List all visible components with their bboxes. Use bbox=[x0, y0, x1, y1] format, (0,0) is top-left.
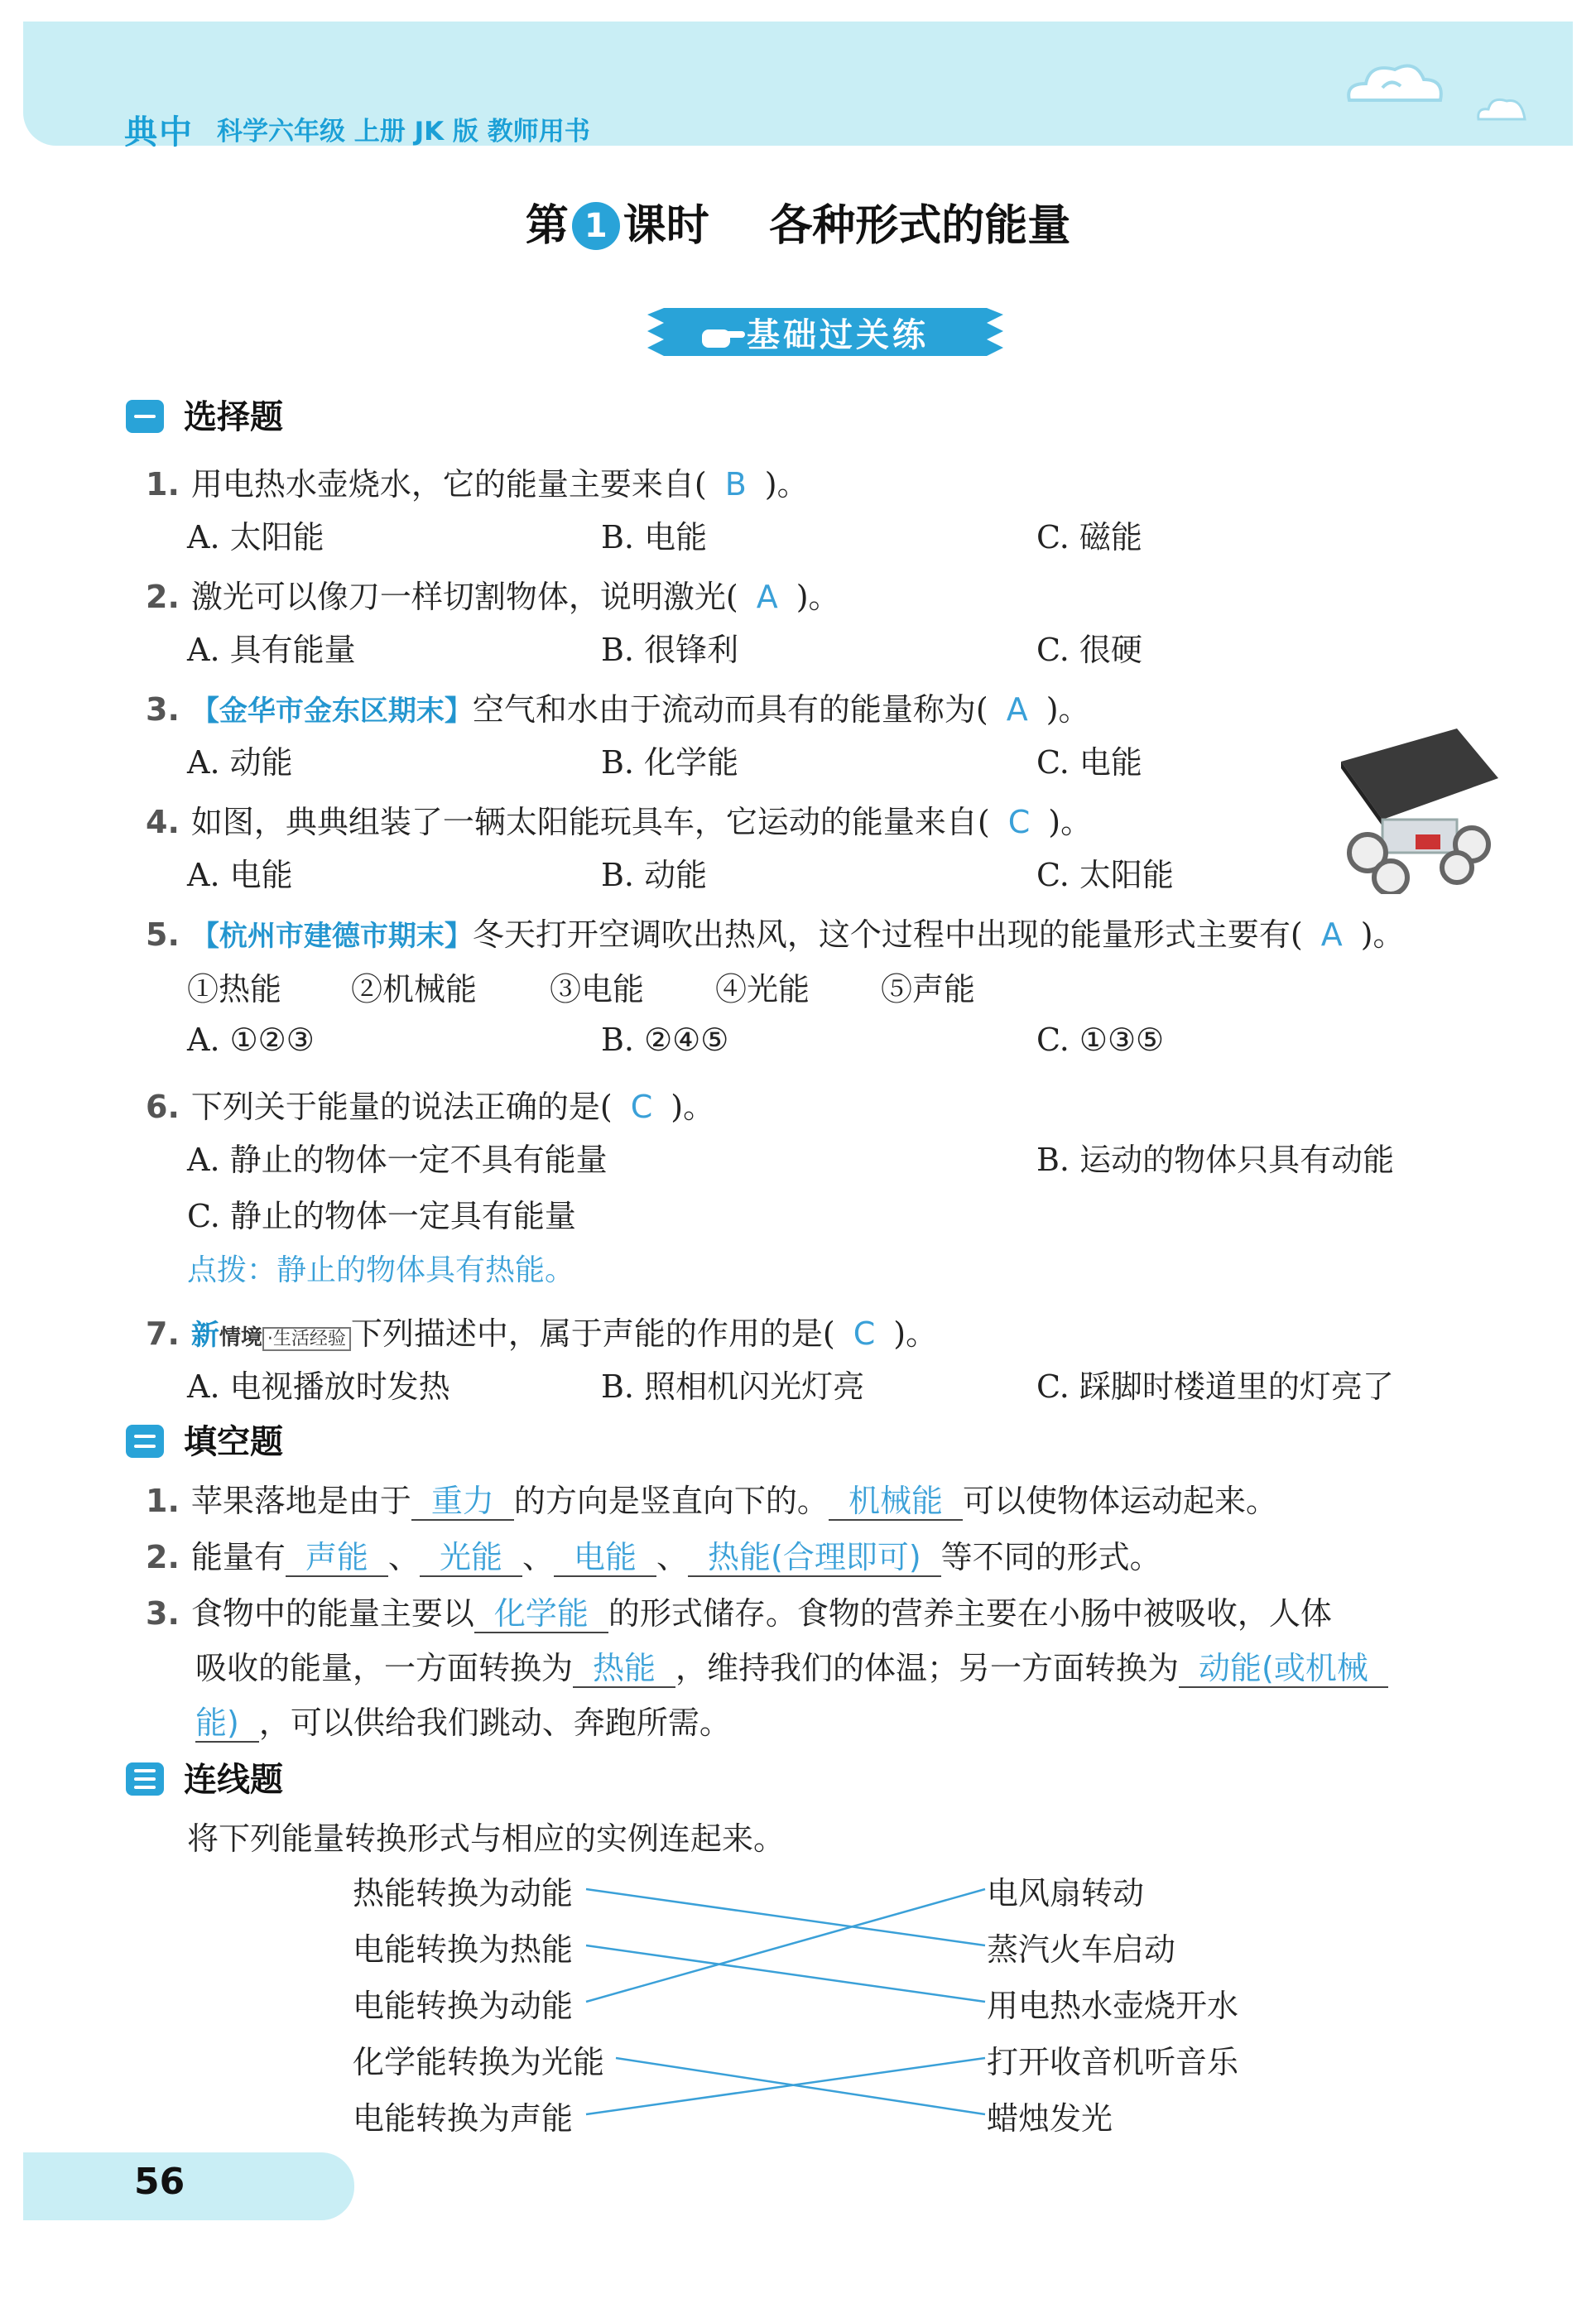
context-tag: 新情境 ·生活经验 bbox=[191, 1319, 351, 1352]
match-right-item: 用电热水壶烧开水 bbox=[987, 1988, 1239, 2024]
match-right-item: 蜡烛发光 bbox=[987, 2100, 1113, 2137]
energy-item: ①热能 bbox=[187, 971, 282, 1007]
option: B. 很锋利 bbox=[601, 632, 739, 668]
answer-blank: 声能 bbox=[286, 1539, 388, 1577]
answer: A bbox=[1320, 916, 1343, 953]
match-left-item: 电能转换为声能 bbox=[353, 2100, 574, 2137]
answer: C bbox=[630, 1089, 653, 1125]
source-tag: 【杭州市建德市期末】 bbox=[190, 920, 473, 953]
energy-item: ③电能 bbox=[550, 971, 645, 1007]
option: B. 动能 bbox=[601, 857, 708, 893]
answer: A bbox=[1006, 691, 1028, 728]
answer-blank: 动能(或机械 bbox=[1179, 1650, 1388, 1688]
choice-q1: 1. 用电热水壶烧水，它的能量主要来自( B )。 bbox=[146, 466, 809, 503]
book-info: 科学六年级 上册 JK 版 教师用书 bbox=[217, 117, 590, 147]
option: C. 静止的物体一定具有能量 bbox=[187, 1198, 576, 1234]
match-right-item: 电风扇转动 bbox=[987, 1875, 1145, 1911]
option: A. ①②③ bbox=[187, 1022, 315, 1058]
answer: A bbox=[756, 579, 778, 615]
answer-blank: 光能 bbox=[420, 1539, 522, 1577]
match-left-item: 电能转换为热能 bbox=[353, 1931, 574, 1968]
page-number: 56 bbox=[134, 2161, 185, 2203]
lesson-number: 1 bbox=[572, 202, 620, 250]
option: A. 电能 bbox=[187, 857, 293, 893]
choice-q3: 3. 【金华市金东区期末】空气和水由于流动而具有的能量称为( A )。 bbox=[146, 691, 1090, 728]
answer-blank: 化学能 bbox=[474, 1595, 608, 1633]
match-instruction: 将下列能量转换形式与相应的实例连起来。 bbox=[187, 1820, 786, 1857]
fill-q2: 2. 能量有 声能 、 光能 、 电能 、 热能(合理即可) 等不同的形式。 bbox=[146, 1539, 1161, 1575]
choice-q5: 5. 【杭州市建德市期末】冬天打开空调吹出热风，这个过程中出现的能量形式主要有( A )。 bbox=[146, 916, 1405, 953]
option: B. 化学能 bbox=[601, 744, 739, 781]
brand-logo: 典中 bbox=[124, 113, 194, 151]
energy-item: ④光能 bbox=[715, 971, 810, 1007]
energy-item: ②机械能 bbox=[351, 971, 478, 1007]
answer-blank: 热能(合理即可) bbox=[688, 1539, 941, 1577]
option: C. ①③⑤ bbox=[1036, 1022, 1165, 1058]
match-left-item: 化学能转换为光能 bbox=[353, 2044, 605, 2080]
energy-item: ⑤声能 bbox=[881, 971, 976, 1007]
hint-note: 点拨：静止的物体具有热能。 bbox=[187, 1253, 575, 1287]
option: A. 电视播放时发热 bbox=[187, 1368, 450, 1405]
choice-q4: 4. 如图，典典组装了一辆太阳能玩具车，它运动的能量来自( C )。 bbox=[146, 804, 1093, 840]
answer: B bbox=[724, 466, 747, 503]
option: B. 运动的物体只具有动能 bbox=[1036, 1142, 1395, 1178]
option: B. 电能 bbox=[601, 519, 708, 555]
section-choice-heading: 选择题 bbox=[126, 391, 283, 438]
match-line bbox=[586, 1889, 985, 1945]
option: C. 磁能 bbox=[1036, 519, 1142, 555]
option: C. 很硬 bbox=[1036, 632, 1142, 668]
choice-q6: 6. 下列关于能量的说法正确的是( C )。 bbox=[146, 1089, 715, 1125]
option: C. 电能 bbox=[1036, 744, 1142, 781]
match-line bbox=[586, 1945, 985, 2002]
section-match-heading: 连线题 bbox=[126, 1753, 283, 1801]
answer-blank: 电能 bbox=[554, 1539, 656, 1577]
match-right-item: 打开收音机听音乐 bbox=[987, 2044, 1239, 2080]
option: B. 照相机闪光灯亮 bbox=[601, 1368, 865, 1405]
answer: C bbox=[1007, 804, 1031, 840]
footer-band bbox=[23, 2152, 354, 2220]
choice-q2: 2. 激光可以像刀一样切割物体，说明激光( A )。 bbox=[146, 579, 840, 615]
banner-label: 基础过关练 bbox=[747, 316, 929, 354]
option: B. ②④⑤ bbox=[601, 1022, 729, 1058]
option: A. 太阳能 bbox=[187, 519, 324, 555]
option: C. 踩脚时楼道里的灯亮了 bbox=[1036, 1368, 1394, 1405]
choice-q7: 7. 新情境 ·生活经验 下列描述中，属于声能的作用的是( C )。 bbox=[146, 1315, 938, 1352]
option: A. 具有能量 bbox=[187, 632, 356, 668]
option: C. 太阳能 bbox=[1036, 857, 1174, 893]
lesson-prefix: 第 bbox=[525, 201, 569, 251]
match-right-item: 蒸汽火车启动 bbox=[987, 1931, 1176, 1968]
fill-q3-line2: 吸收的能量，一方面转换为 热能 ，维持我们的体温；另一方面转换为 动能(或机械 bbox=[195, 1642, 1388, 1688]
fill-q3-line1: 3. 食物中的能量主要以 化学能 的形式储存。食物的营养主要在小肠中被吸收，人体 bbox=[146, 1595, 1332, 1632]
match-left-item: 电能转换为动能 bbox=[353, 1988, 574, 2024]
answer-blank: 能) bbox=[195, 1705, 259, 1743]
section-fill-heading: 填空题 bbox=[126, 1416, 283, 1463]
match-line bbox=[586, 1889, 985, 2002]
fill-q3-line3: 能) ，可以供给我们跳动、奔跑所需。 bbox=[195, 1705, 731, 1741]
answer: C bbox=[853, 1315, 876, 1352]
answer-blank: 重力 bbox=[411, 1483, 514, 1521]
fill-q1: 1. 苹果落地是由于 重力 的方向是竖直向下的。 机械能 可以使物体运动起来。 bbox=[146, 1483, 1277, 1519]
source-tag: 【金华市金东区期末】 bbox=[190, 695, 473, 728]
option: A. 静止的物体一定不具有能量 bbox=[187, 1142, 608, 1178]
match-left-item: 热能转换为动能 bbox=[353, 1875, 574, 1911]
option: A. 动能 bbox=[187, 744, 293, 781]
answer-blank: 机械能 bbox=[829, 1483, 963, 1521]
answer-blank: 热能 bbox=[573, 1650, 675, 1688]
lesson-name: 课时 各种形式的能量 bbox=[623, 201, 1071, 251]
